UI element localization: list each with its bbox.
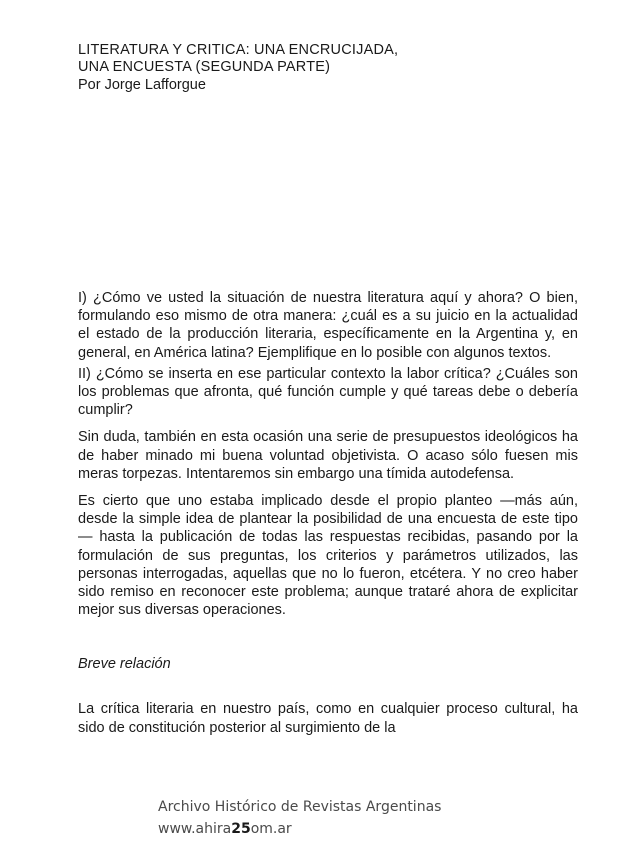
section-heading: Breve relación bbox=[78, 656, 171, 673]
article-title-line-1: LITERATURA Y CRITICA: UNA ENCRUCIJADA, bbox=[78, 42, 399, 58]
archive-name: Archivo Histórico de Revistas Argentinas bbox=[158, 799, 442, 815]
body-paragraph-2: Es cierto que uno estaba implicado desde el propio planteo —más aún, desde la simple idea de plantear la posibilidad de una encuesta de este tipo— hasta la publicación de todas las respuestas recibidas, pasando por la formulación de sus preguntas, los criterios y parámetros utilizados, las personas interrogadas, aquellas que no lo fueron, etcétera. Y no creo haber sido remiso en reconocer este problema; aunque trataré ahora de explicitar mejor sus diversas operaciones. bbox=[78, 493, 578, 619]
article-author: Por Jorge Lafforgue bbox=[78, 77, 206, 93]
article-header bbox=[78, 42, 548, 94]
body-paragraph-3: La crítica literaria en nuestro país, como en cualquier proceso cultural, ha sido de constitución posterior al surgimiento de la bbox=[78, 701, 578, 736]
survey-question-1: I) ¿Cómo ve usted la situación de nuestra literatura aquí y ahora? O bien, formulando eso mismo de otra manera: ¿cuál es a su juicio en la actualidad el estado de la producción literaria, específicamente en la Argentina y, en general, en América latina? Ejemplifique en lo posible con algunos textos. bbox=[78, 290, 578, 361]
survey-question-2: II) ¿Cómo se inserta en ese particular contexto la labor crítica? ¿Cuáles son los problemas que afronta, qué función cumple y qué tareas debe o debería cumplir? bbox=[78, 365, 578, 419]
archive-watermark bbox=[158, 796, 478, 840]
archive-url-end: om.ar bbox=[250, 821, 292, 837]
archive-url-start: www.ahira bbox=[158, 821, 232, 837]
body-paragraph-1: Sin duda, también en esta ocasión una serie de presupuestos ideológicos ha de haber minado mi buena voluntad objetivista. O acaso sólo fuesen mis meras torpezas. Intentaremos sin embargo una tímida autodefensa. bbox=[78, 429, 578, 482]
page-number: 25 bbox=[231, 821, 251, 837]
article-title-line-2: UNA ENCUESTA (SEGUNDA PARTE) bbox=[78, 59, 331, 75]
archive-url bbox=[158, 818, 478, 840]
article-body bbox=[78, 289, 578, 746]
